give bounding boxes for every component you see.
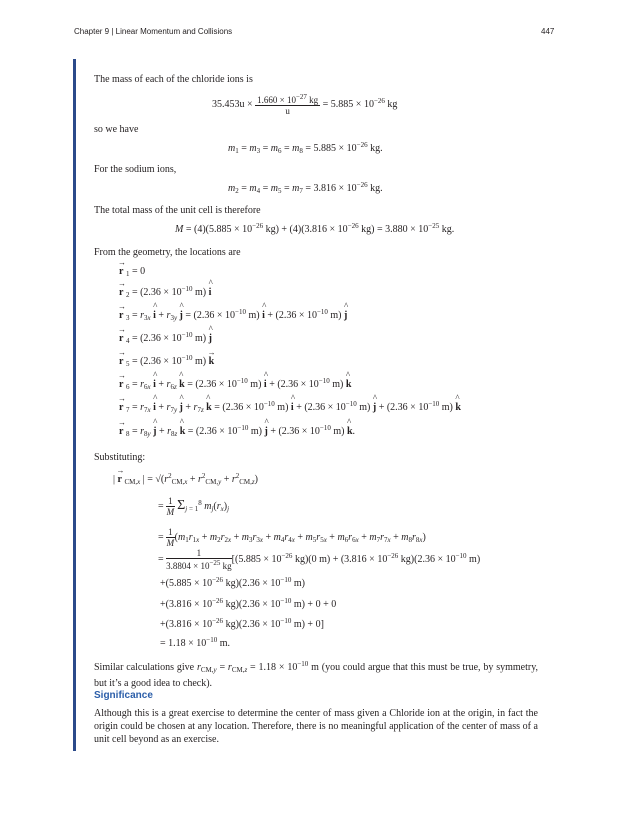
equation-r3: → r $_3 = r_{3x}$ ^ $i + r_{3y}$ ^ $j = (2.36 \times 10^{-10}$ m) ^ $i + (2.36 \times 10^{-10}$ m) ^ j	[119, 308, 347, 322]
significance-heading: Significance	[94, 690, 153, 701]
equation-r7: → r $_7 = r_{7x}$ ^ $i + r_{7y}$ ^ $j + r_{7z}$ ^ $k = (2.36 \times 10^{-10}$ m) ^ $i + (2.36 \times 10^{-10}$ m) ^ $j + (2.36 \times 10^{-10}$ m) ^ k	[119, 400, 461, 414]
equation-r4: → r $_4 = (2.36 \times 10^{-10}$ m) ^ j	[119, 331, 212, 345]
equation-sub-3: = $\frac{1}{M}$ $(m_1r_{1x} + m_2r_{2x} + m_3r_{3x} + m_4r_{4x} + m_5r_{5x} + m_6r_{6x} + m_7r_{7x} + m_8r_{8x})$	[158, 527, 426, 548]
paragraph-significance: Although this is a great exercise to determine the center of mass given a Chloride ion at the origin, in fact the origin could be chosen at any location. Therefore, there is no meaningful application of the center of mass of a unit cell beyond as an exercise.	[94, 708, 538, 745]
paragraph-locations: From the geometry, the locations are	[94, 247, 241, 258]
paragraph-sodium-ions: For the sodium ions,	[94, 164, 177, 175]
equation-r1: → r $_1$ = 0	[119, 266, 145, 278]
equation-sodium-masses: $m_2 = m_4 = m_5 = m_7 = 3.816 \times 10^{-26}$ kg.	[228, 181, 383, 195]
equation-sub-4: = $\frac{1}{3.8804 \times 10^{-25} kg}$ [($5.885 \times 10^{-26}$ kg)(0 $m) + (3.816 \times 10^{-26}$ $kg)(2.36 \times 10^{-10}$ m)	[158, 548, 481, 571]
equation-sub-8: = $1.18 \times 10^{-10}$ m.	[160, 636, 231, 649]
equation-sub-2: = $\frac{1}{M}$ $\Sigma_{j = 1}^8$ $m_j(r_x)_j$	[158, 496, 230, 517]
paragraph-substituting: Substituting:	[94, 452, 146, 463]
equation-sub-1: | → r $_{CM,x}$ | = $√(r^2_{CM,x} + r^2_{CM,y} + r^2_{CM,z})$	[113, 472, 258, 486]
paragraph-so-we-have: so we have	[94, 124, 139, 135]
similar-lead: Similar calculations give	[94, 662, 195, 673]
page-number: 447	[541, 27, 555, 36]
equation-r6: → r $_6 = r_{6x}$ ^ $i + r_{6z}$ ^ $k = (2.36 \times 10^{-10}$ m) ^ $i + (2.36 \times 10^{-10}$ m) ^ k	[119, 377, 351, 391]
equation-sub-6: $+(3.816 \times 10^{-26}$ $kg)(2.36 \times 10^{-10}$ m) + 0 + 0	[160, 597, 337, 610]
similar-tail: (you could argue that this must be true, by symmetry, but it’s a good idea to check).	[94, 662, 539, 689]
equation-r8: → r $_8 = r_{8y}$ ^ $j + r_{8z}$ ^ $k = (2.36 \times 10^{-10}$ m) ^ $j + (2.36 \times 10^{-10}$ m) ^ k.	[119, 424, 355, 438]
equation-total-mass: $M = (4)(5.885 \times 10^{-26}$ $kg) + (4)(3.816 \times 10^{-26}$ $kg) = 3.880 \times 10^{-25}$ kg.	[175, 222, 455, 235]
equation-sub-5: $+(5.885 \times 10^{-26}$ $kg)(2.36 \times 10^{-10}$ m)	[160, 576, 305, 589]
paragraph-total-mass: The total mass of the unit cell is therefore	[94, 205, 261, 216]
equation-r5: → r $_5 = (2.36 \times 10^{-10}$ m) → k	[119, 354, 214, 368]
example-left-rule	[73, 59, 76, 751]
equation-r2: → r $_2 = (2.36 \times 10^{-10}$ m) ^ i	[119, 285, 211, 299]
paragraph-similar-calculations: Similar calculations give $r_{CM,y} = r_{CM,z} = 1.18 \times 10^{-10}$ m (you could argue that this must be true, by symmetry, but it’s a good idea to check).	[94, 660, 539, 689]
equation-chloride-mass: 35.453u × $\frac{1.660 \times 10^{-27} kg}{u}$ = $5.885 \times 10^{-26}$ kg	[212, 93, 398, 116]
paragraph-chloride-mass: The mass of each of the chloride ions is	[94, 74, 253, 85]
running-header-chapter: Chapter 9 | Linear Momentum and Collisions	[74, 27, 233, 36]
equation-sub-7: $+(3.816 \times 10^{-26}$ $kg)(2.36 \times 10^{-10}$ m) + 0]	[160, 617, 324, 630]
equation-chloride-masses: $m_1 = m_3 = m_6 = m_8 = 5.885 \times 10^{-26}$ kg.	[228, 141, 383, 155]
